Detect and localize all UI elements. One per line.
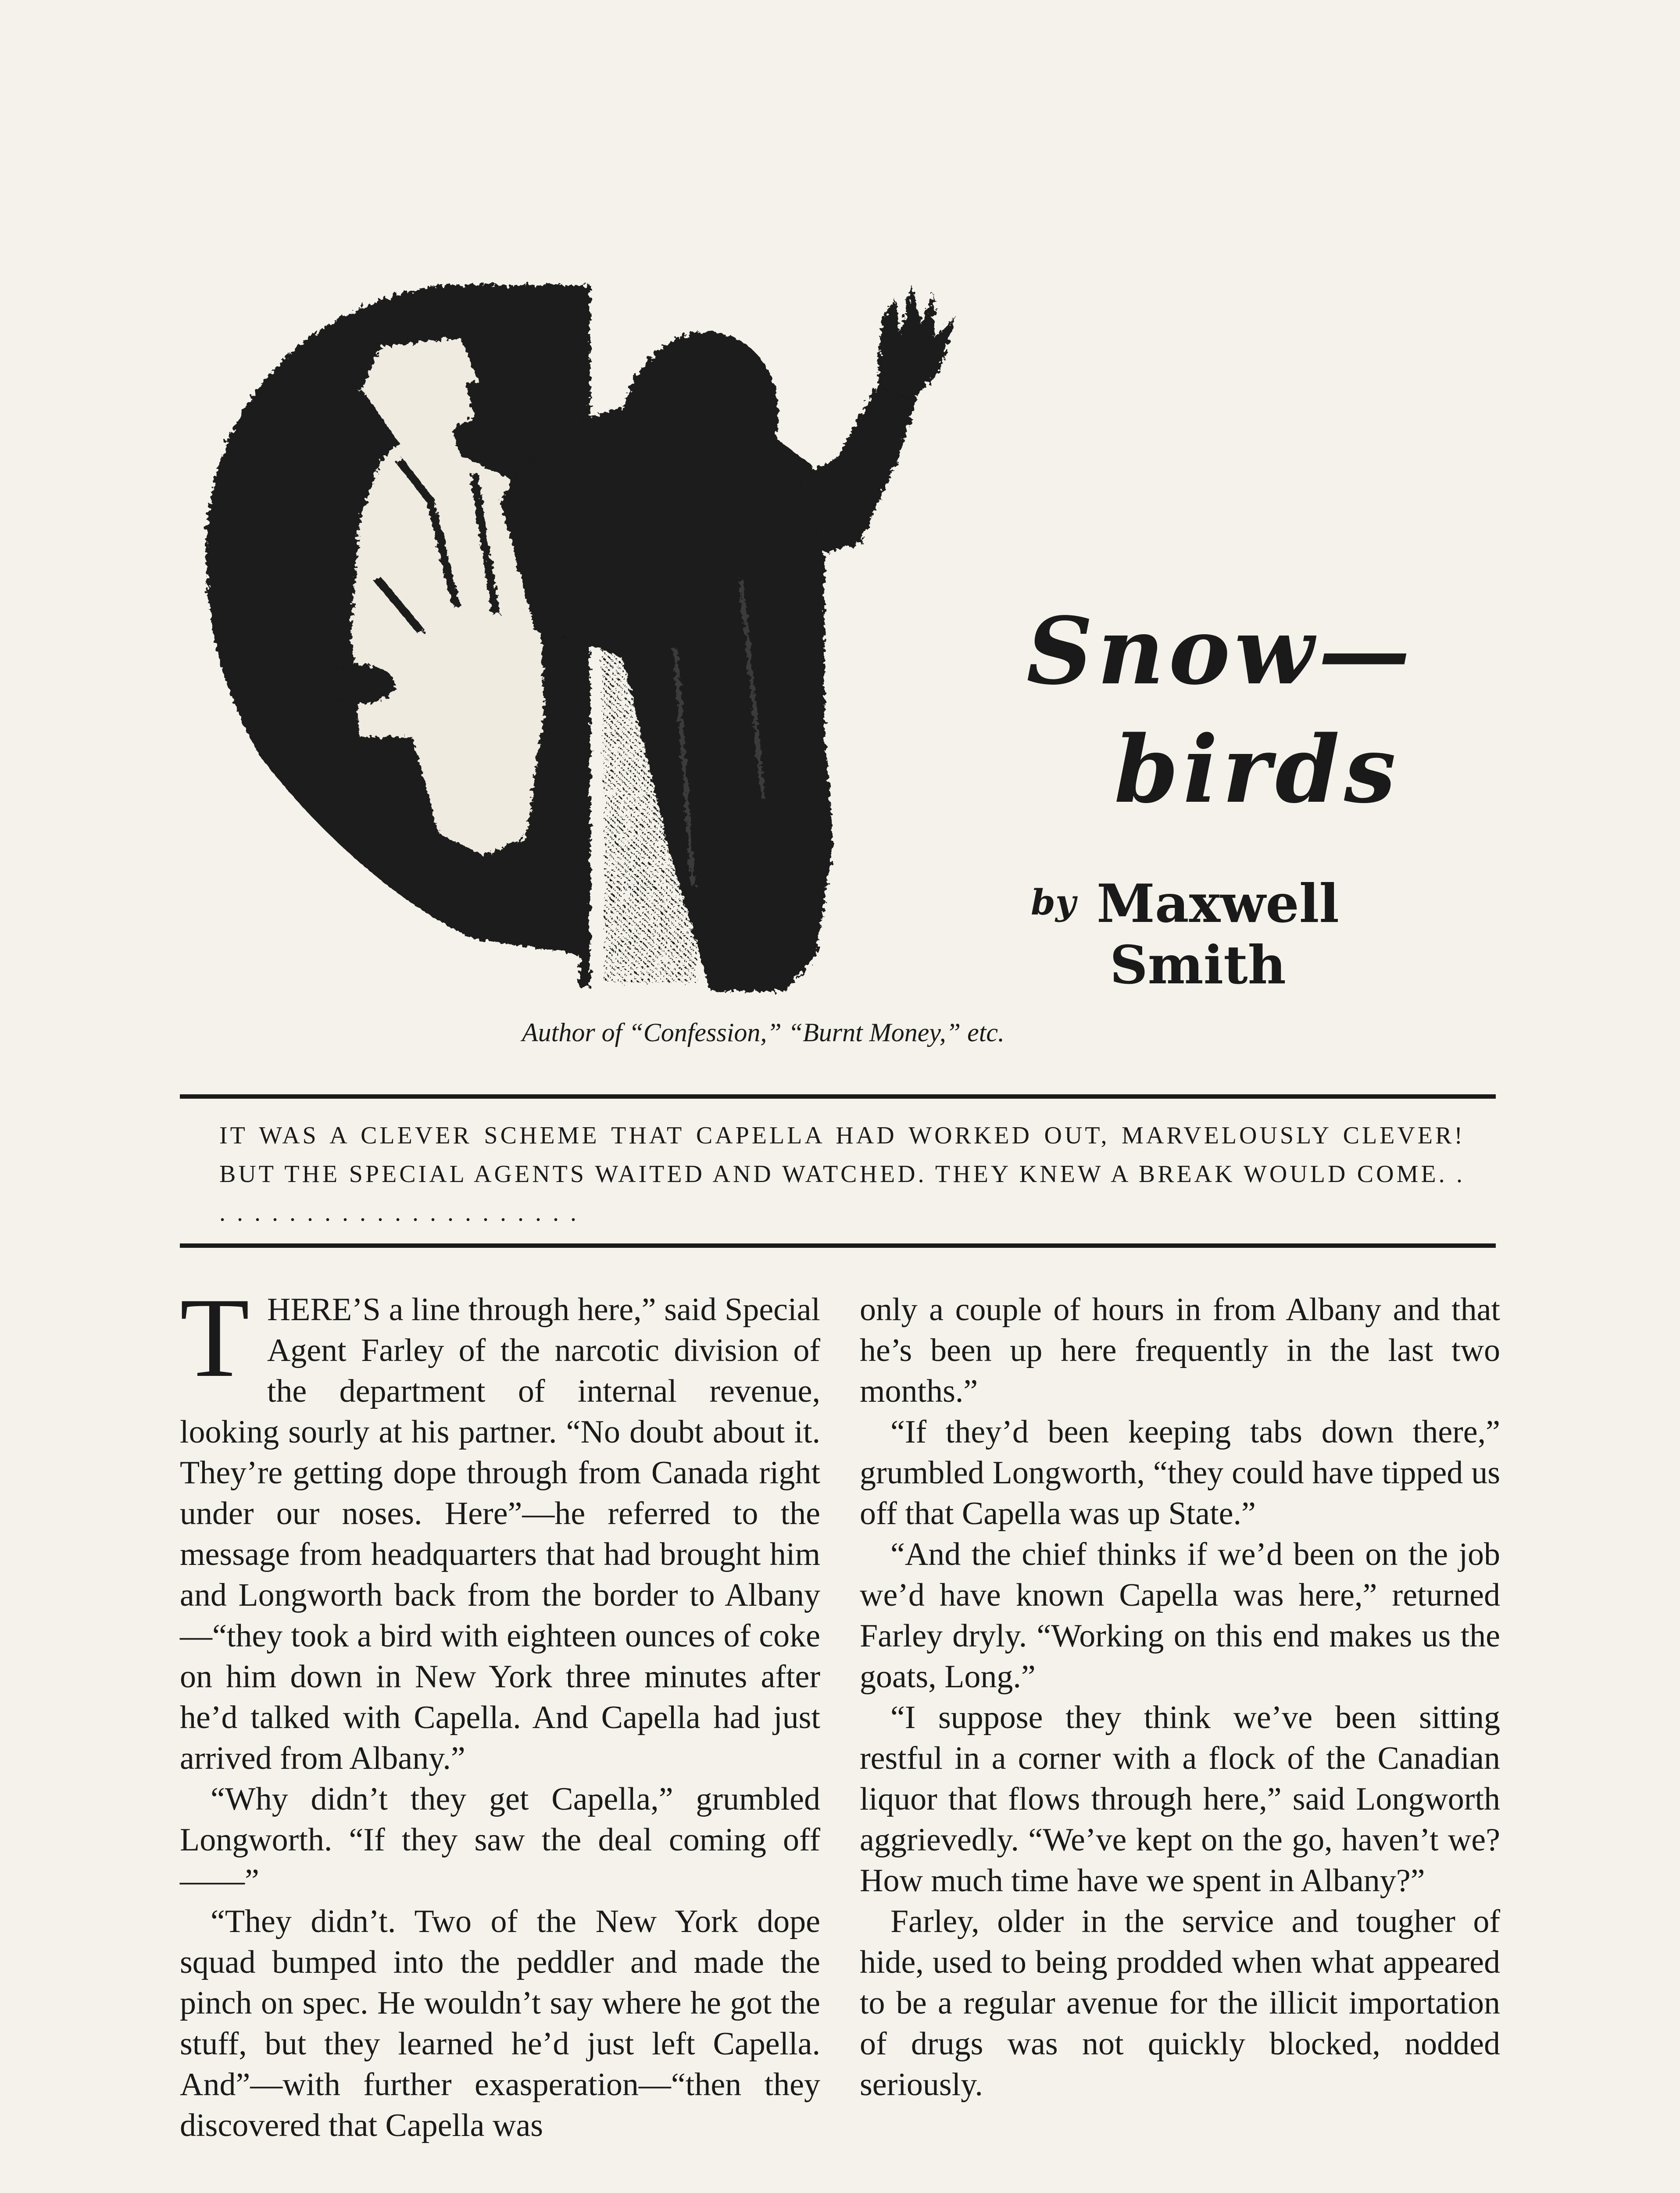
left-column xyxy=(180,1275,820,2146)
story-illustration xyxy=(193,272,1070,1000)
paragraph: “They didn’t. Two of the New York dope squad bumped into the peddler and made the pinch on spec. He wouldn’t say where he got the stuff, but they learned he’d just left Capella. And”—with further exasperation—“then they discovered that Capella was xyxy=(180,1904,820,2143)
paragraph xyxy=(180,1275,820,1779)
paragraph: “Why didn’t they get Capella,” grumbled Longworth. “If they saw the deal coming off——” xyxy=(180,1781,820,1899)
byline-by: by xyxy=(1031,882,1076,923)
teaser-rule-top xyxy=(180,1094,1496,1099)
paragraph: “And the chief thinks if we’d been on the job we’d have known Capella was here,” returned Farley dryly. “Working on this end makes us the goats, Long.” xyxy=(860,1536,1500,1695)
drop-cap: T xyxy=(180,1275,250,1401)
author-last-name: Smith xyxy=(1110,934,1286,996)
paragraph: “I suppose they think we’ve been sitting restful in a corner with a flock of the Canadian liquor that flows through here,” said Longworth aggrievedly. “We’ve kept on the go, haven’t we? How much time have we spent in Albany?” xyxy=(860,1700,1500,1899)
paragraph: only a couple of hours in from Albany and that he’s been up here frequently in the last two months.” xyxy=(860,1292,1500,1409)
paragraph-text: HERE’S a line through here,” said Special Agent Farley of the narcotic division of the department of internal revenue, looking sourly at his partner. “No doubt about it. They’re getting dope through from Canada right under our noses. Here”—he referred to the message from headquarters that had brought him and Longworth back from the border to Albany—“they took a bird with eighteen ounces of coke on him down in New York three minutes after he’d talked with Capella. And Capella had just arrived from Albany.” xyxy=(180,1292,820,1776)
teaser-blurb: IT WAS A CLEVER SCHEME THAT CAPELLA HAD WORKED OUT, MARVELOUSLY CLEVER! BUT THE SPECIAL AGENTS WAITED AND WATCHED. THEY KNEW A BREAK WOULD COME. . . . . . . . . . . . . . . . . . . . . . . xyxy=(219,1122,1465,1226)
paragraph: “If they’d been keeping tabs down there,” grumbled Longworth, “they could have tipped us off that Capella was up State.” xyxy=(860,1414,1500,1532)
author-credit: Author of “Confession,” “Burnt Money,” etc. xyxy=(522,1018,1005,1047)
title-line-2: birds xyxy=(1114,715,1401,824)
raised-hand xyxy=(877,285,956,399)
paragraph: Farley, older in the service and tougher of hide, used to being prodded when what appeared to be a regular avenue for the illicit importation of drugs was not quickly blocked, nodded seriously. xyxy=(860,1904,1500,2103)
right-column xyxy=(860,1289,1500,2105)
title-line-1: Snow— xyxy=(1026,597,1415,705)
gun-hand xyxy=(325,664,395,704)
author-first-name: Maxwell xyxy=(1097,873,1339,935)
teaser-rule-bottom xyxy=(180,1243,1496,1248)
